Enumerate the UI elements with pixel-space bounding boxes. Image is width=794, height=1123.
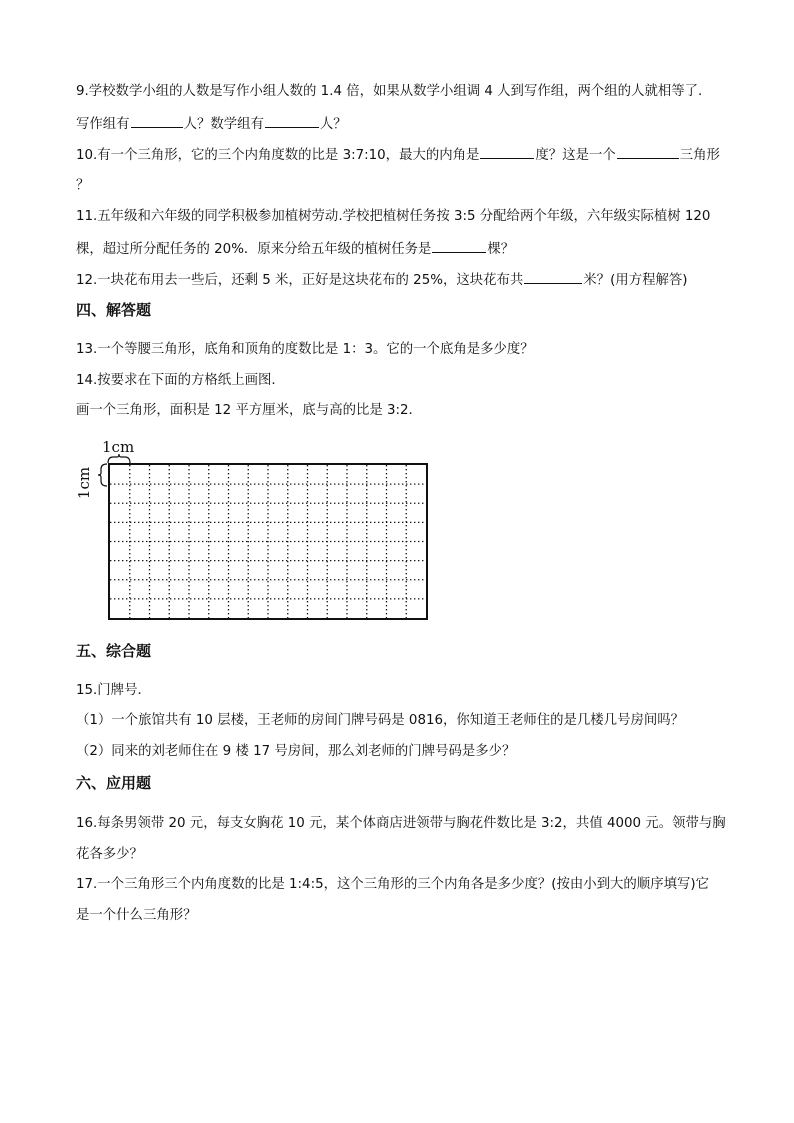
grid-box[interactable] — [108, 463, 428, 620]
q13-text: 13.一个等腰三角形，底角和顶角的度数比是 1：3。它的一个底角是多少度？ — [76, 342, 534, 357]
q11-blank-trees[interactable] — [432, 239, 486, 253]
q12-text-b: 米？(用方程解答) — [583, 273, 688, 288]
q10-text-b: 度？这是一个 — [535, 148, 616, 163]
unit-label-left: 1cm — [75, 466, 93, 500]
q15-line1: 15.门牌号． — [76, 683, 151, 698]
q9-blank-writing[interactable] — [131, 114, 183, 128]
q9-text-b: 人？数学组有 — [183, 117, 264, 132]
q9-blank-math[interactable] — [265, 114, 319, 128]
q15-line2: （1）一个旅馆共有 10 层楼，王老师的房间门牌号码是 0816，你知道王老师住的是几楼几号房间吗？ — [76, 713, 685, 728]
q12-line1 — [76, 270, 726, 291]
unit-bracket-left — [98, 462, 108, 488]
section-5-title: 五、综合题 — [76, 642, 152, 660]
q16-line1: 16.每条男领带 20 元，每支女胸花 10 元，某个体商店进领带与胸花件数比是 3:2，共值 4000 元。领带与胸 — [76, 816, 726, 831]
q11-line2 — [76, 239, 726, 260]
q10-text-c: 三角形 — [679, 148, 720, 163]
q10-line2: ？ — [76, 178, 90, 193]
q17-line2: 是一个什么三角形？ — [76, 908, 197, 923]
section-4-title: 四、解答题 — [76, 301, 152, 319]
q10-line1 — [76, 145, 726, 166]
q14-line1: 14.按要求在下面的方格纸上画图. — [76, 373, 276, 388]
q10-blank-angle[interactable] — [480, 145, 534, 159]
q12-text-a: 12.一块花布用去一些后，还剩 5 米，正好是这块花布的 25%，这块花布共 — [76, 273, 524, 288]
section-6-title: 六、应用题 — [76, 774, 152, 792]
q11-line1: 11.五年级和六年级的同学积极参加植树劳动.学校把植树任务按 3:5 分配给两个年级，六年级实际植树 120 — [76, 209, 711, 224]
q10-blank-type[interactable] — [617, 145, 679, 159]
grid-lines — [110, 465, 426, 618]
q11-text-b: 棵？ — [487, 242, 515, 257]
q16-line2: 花各多少？ — [76, 847, 143, 862]
q12-blank-length[interactable] — [524, 270, 582, 284]
unit-label-top: 1cm — [102, 438, 135, 456]
q17-line1: 17.一个三角形三个内角度数的比是 1:4:5，这个三角形的三个内角各是多少度？(按由小到大的顺序填写)它 — [76, 877, 709, 892]
q11-text-a: 棵，超过所分配任务的 20%．原来分给五年级的植树任务是 — [76, 242, 432, 257]
q14-line2: 画一个三角形，面积是 12 平方厘米，底与高的比是 3:2． — [76, 403, 422, 418]
q9-line2 — [76, 114, 726, 135]
q9-text-c: 人？ — [319, 117, 347, 132]
grid-paper-figure — [72, 438, 432, 626]
q9-text-a: 写作组有 — [76, 117, 130, 132]
q9-line1: 9.学校数学小组的人数是写作小组人数的 1.4 倍，如果从数学小组调 4 人到写作组，两个组的人就相等了. — [76, 84, 703, 99]
q10-text-a: 10.有一个三角形，它的三个内角度数的比是 3:7:10，最大的内角是 — [76, 148, 480, 163]
q15-line3: （2）同来的刘老师住在 9 楼 17 号房间，那么刘老师的门牌号码是多少？ — [76, 744, 516, 759]
